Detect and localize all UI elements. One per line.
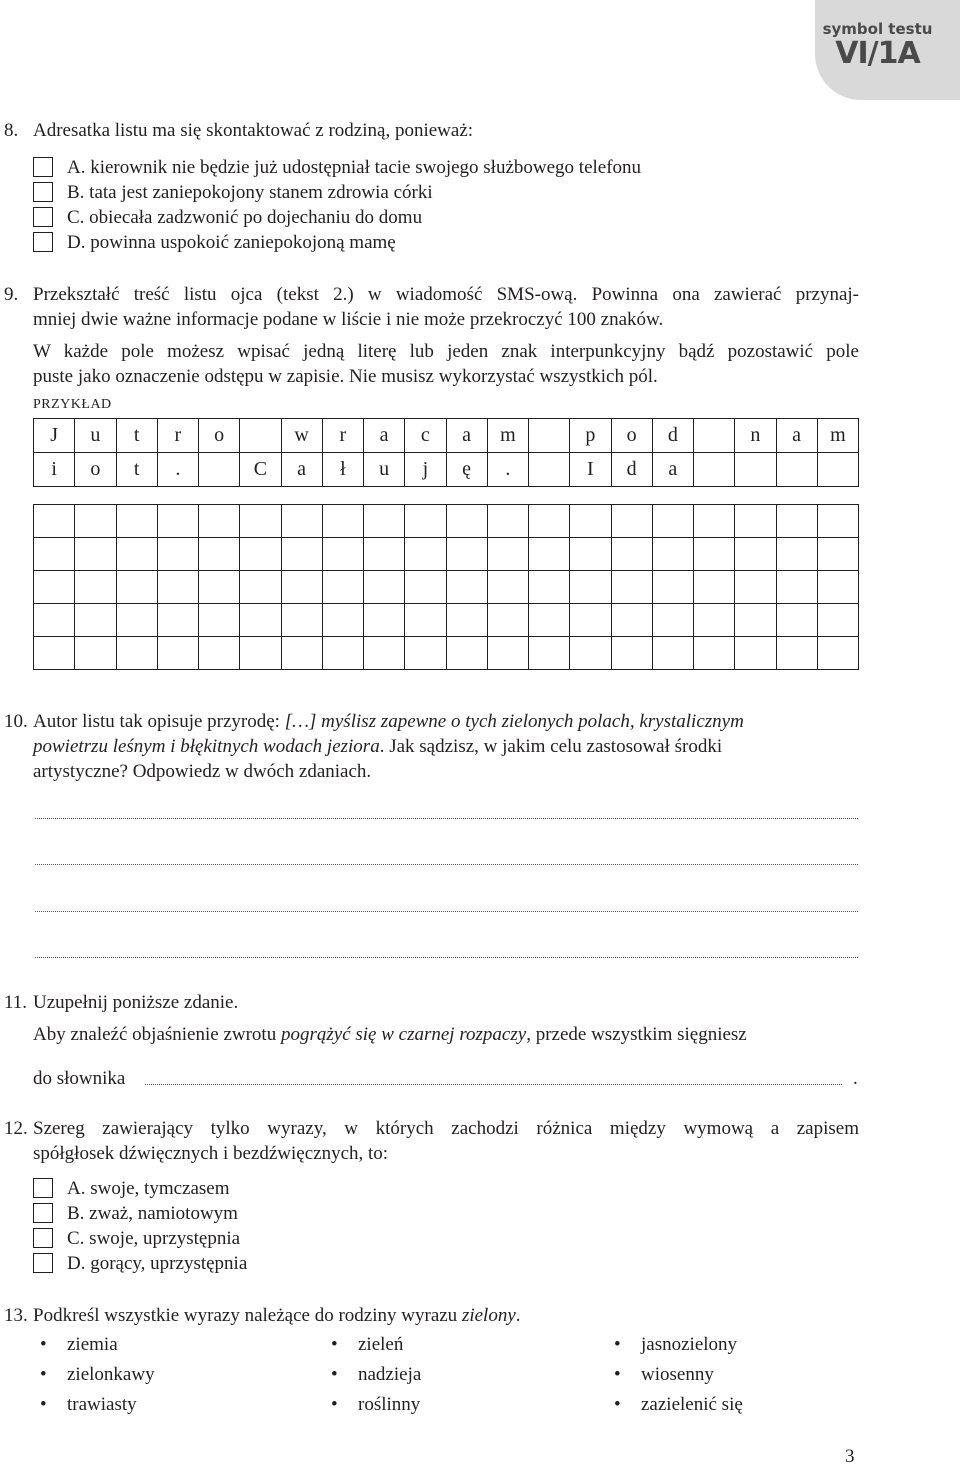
q9-number: 9. bbox=[4, 284, 19, 305]
q9-line4: puste jako oznaczenie odstępu w zapisie. Nie musisz wykorzystać wszystkich pól. bbox=[33, 366, 658, 387]
answer-cell[interactable] bbox=[776, 505, 817, 538]
example-cell: n bbox=[735, 419, 776, 453]
answer-cell[interactable] bbox=[817, 571, 858, 604]
example-cell: a bbox=[446, 419, 487, 453]
answer-cell[interactable] bbox=[817, 604, 858, 637]
answer-cell[interactable] bbox=[75, 604, 116, 637]
example-cell bbox=[529, 453, 570, 487]
answer-line[interactable] bbox=[145, 1082, 842, 1085]
q9-line2: mniej dwie ważne informacje podane w liście i nie może przekroczyć 100 znaków. bbox=[33, 309, 664, 330]
q11-line1: Uzupełnij poniższe zdanie. bbox=[33, 992, 239, 1013]
q10-number: 10. bbox=[4, 711, 28, 732]
answer-line[interactable] bbox=[35, 816, 858, 819]
answer-cell[interactable] bbox=[735, 571, 776, 604]
answer-cell[interactable] bbox=[817, 538, 858, 571]
answer-cell[interactable] bbox=[529, 637, 570, 670]
q12-line2: spółgłosek dźwięcznych i bezdźwięcznych, to: bbox=[33, 1143, 389, 1164]
example-cell: C bbox=[240, 453, 281, 487]
q9-line1: Przekształć treść listu ojca (tekst 2.) w wiadomość SMS-ową. Powinna ona zawierać przynaj- bbox=[33, 284, 859, 305]
test-symbol: VI/1A bbox=[835, 36, 920, 71]
example-cell bbox=[694, 419, 735, 453]
answer-cell[interactable] bbox=[322, 571, 363, 604]
answer-cell[interactable] bbox=[446, 637, 487, 670]
checkbox[interactable] bbox=[33, 1203, 53, 1223]
answer-cell[interactable] bbox=[611, 505, 652, 538]
word-option[interactable]: • zazielenić się bbox=[614, 1394, 743, 1415]
word-option[interactable]: • zielonkawy bbox=[40, 1364, 155, 1385]
example-cell: o bbox=[75, 453, 116, 487]
answer-cell[interactable] bbox=[405, 571, 446, 604]
answer-cell[interactable] bbox=[322, 505, 363, 538]
q12-number: 12. bbox=[4, 1118, 28, 1139]
answer-cell[interactable] bbox=[446, 538, 487, 571]
answer-cell[interactable] bbox=[157, 571, 198, 604]
answer-cell[interactable] bbox=[322, 538, 363, 571]
answer-cell[interactable] bbox=[694, 604, 735, 637]
answer-cell[interactable] bbox=[529, 505, 570, 538]
example-label: PRZYKŁAD bbox=[33, 397, 112, 412]
q12-option-b[interactable]: B. zważ, namiotowym bbox=[33, 1203, 238, 1225]
answer-cell[interactable] bbox=[34, 637, 75, 670]
answer-cell[interactable] bbox=[405, 637, 446, 670]
answer-cell[interactable] bbox=[652, 637, 693, 670]
answer-cell[interactable] bbox=[446, 571, 487, 604]
answer-cell[interactable] bbox=[364, 604, 405, 637]
q8-option-b[interactable]: B. tata jest zaniepokojony stanem zdrowia córki bbox=[33, 182, 433, 204]
example-cell: m bbox=[817, 419, 858, 453]
example-cell: . bbox=[157, 453, 198, 487]
answer-cell[interactable] bbox=[116, 604, 157, 637]
answer-cell[interactable] bbox=[199, 637, 240, 670]
q13-number: 13. bbox=[4, 1305, 28, 1326]
answer-cell[interactable] bbox=[199, 604, 240, 637]
checkbox[interactable] bbox=[33, 207, 53, 227]
q8-question: Adresatka listu ma się skontaktować z rodziną, ponieważ: bbox=[33, 120, 474, 141]
answer-cell[interactable] bbox=[281, 571, 322, 604]
answer-grid bbox=[33, 504, 859, 670]
answer-cell[interactable] bbox=[364, 505, 405, 538]
answer-cell[interactable] bbox=[281, 505, 322, 538]
word-option[interactable]: • zieleń bbox=[331, 1334, 404, 1355]
example-cell bbox=[776, 453, 817, 487]
answer-cell[interactable] bbox=[570, 571, 611, 604]
answer-cell[interactable] bbox=[735, 604, 776, 637]
checkbox[interactable] bbox=[33, 1253, 53, 1273]
answer-cell[interactable] bbox=[405, 604, 446, 637]
answer-cell[interactable] bbox=[611, 571, 652, 604]
example-cell: u bbox=[364, 453, 405, 487]
answer-cell[interactable] bbox=[817, 637, 858, 670]
answer-line[interactable] bbox=[35, 955, 858, 958]
answer-cell[interactable] bbox=[116, 538, 157, 571]
answer-cell[interactable] bbox=[611, 604, 652, 637]
example-cell: r bbox=[157, 419, 198, 453]
answer-cell[interactable] bbox=[405, 538, 446, 571]
example-cell bbox=[735, 453, 776, 487]
q11-number: 11. bbox=[4, 992, 28, 1013]
example-cell bbox=[694, 453, 735, 487]
answer-cell[interactable] bbox=[199, 538, 240, 571]
answer-cell[interactable] bbox=[487, 571, 528, 604]
q8-option-d[interactable]: D. powinna uspokoić zaniepokojoną mamę bbox=[33, 232, 396, 254]
answer-cell[interactable] bbox=[281, 637, 322, 670]
answer-cell[interactable] bbox=[446, 604, 487, 637]
q10-line3: artystyczne? Odpowiedz w dwóch zdaniach. bbox=[33, 761, 372, 782]
answer-row bbox=[34, 637, 859, 670]
answer-cell[interactable] bbox=[487, 637, 528, 670]
answer-cell[interactable] bbox=[322, 637, 363, 670]
answer-cell[interactable] bbox=[34, 604, 75, 637]
example-cell: m bbox=[487, 419, 528, 453]
answer-cell[interactable] bbox=[364, 637, 405, 670]
checkbox[interactable] bbox=[33, 232, 53, 252]
answer-line[interactable] bbox=[35, 862, 858, 865]
answer-cell[interactable] bbox=[405, 505, 446, 538]
example-cell: ę bbox=[446, 453, 487, 487]
answer-cell[interactable] bbox=[776, 538, 817, 571]
example-row bbox=[34, 453, 859, 487]
answer-cell[interactable] bbox=[199, 505, 240, 538]
example-cell: . bbox=[487, 453, 528, 487]
q12-line1: Szereg zawierający tylko wyrazy, w których zachodzi różnica między wymową a zapisem bbox=[33, 1118, 859, 1139]
answer-cell[interactable] bbox=[694, 505, 735, 538]
answer-cell[interactable] bbox=[529, 604, 570, 637]
q11-period: . bbox=[853, 1068, 858, 1089]
answer-cell[interactable] bbox=[694, 637, 735, 670]
answer-cell[interactable] bbox=[34, 538, 75, 571]
example-cell: d bbox=[611, 453, 652, 487]
answer-cell[interactable] bbox=[116, 637, 157, 670]
answer-cell[interactable] bbox=[652, 505, 693, 538]
example-cell: u bbox=[75, 419, 116, 453]
answer-cell[interactable] bbox=[735, 505, 776, 538]
answer-cell[interactable] bbox=[364, 571, 405, 604]
example-cell: w bbox=[281, 419, 322, 453]
example-cell: o bbox=[611, 419, 652, 453]
answer-cell[interactable] bbox=[570, 637, 611, 670]
answer-cell[interactable] bbox=[776, 637, 817, 670]
answer-cell[interactable] bbox=[75, 637, 116, 670]
answer-cell[interactable] bbox=[281, 538, 322, 571]
answer-cell[interactable] bbox=[116, 505, 157, 538]
answer-cell[interactable] bbox=[157, 505, 198, 538]
example-cell: a bbox=[364, 419, 405, 453]
answer-cell[interactable] bbox=[34, 571, 75, 604]
word-option[interactable]: • wiosenny bbox=[614, 1364, 714, 1385]
answer-cell[interactable] bbox=[570, 538, 611, 571]
example-cell: j bbox=[405, 453, 446, 487]
page-number: 3 bbox=[845, 1446, 855, 1467]
answer-cell[interactable] bbox=[116, 571, 157, 604]
answer-cell[interactable] bbox=[652, 571, 693, 604]
answer-line[interactable] bbox=[35, 909, 858, 912]
answer-cell[interactable] bbox=[776, 571, 817, 604]
q8-option-c[interactable]: C. obiecała zadzwonić po dojechaniu do domu bbox=[33, 207, 422, 229]
example-cell bbox=[529, 419, 570, 453]
example-cell bbox=[817, 453, 858, 487]
q11-line2: Aby znaleźć objaśnienie zwrotu pogrążyć się w czarnej rozpaczy, przede wszystkim sięgniesz bbox=[33, 1024, 747, 1045]
checkbox[interactable] bbox=[33, 1228, 53, 1248]
q13-prompt: Podkreśl wszystkie wyrazy należące do rodziny wyrazu zielony. bbox=[33, 1305, 521, 1326]
example-cell: p bbox=[570, 419, 611, 453]
test-symbol-badge bbox=[815, 0, 960, 100]
word-option[interactable]: • ziemia bbox=[40, 1334, 118, 1355]
answer-cell[interactable] bbox=[529, 538, 570, 571]
example-cell: J bbox=[34, 419, 75, 453]
word-option[interactable]: • trawiasty bbox=[40, 1394, 137, 1415]
answer-cell[interactable] bbox=[75, 571, 116, 604]
example-cell: d bbox=[652, 419, 693, 453]
answer-cell[interactable] bbox=[652, 604, 693, 637]
q10-line2: powietrzu leśnym i błękitnych wodach jeziora. Jak sądzisz, w jakim celu zastosował środki bbox=[33, 736, 723, 757]
answer-cell[interactable] bbox=[240, 604, 281, 637]
q8-number: 8. bbox=[4, 120, 19, 141]
q8-option-a[interactable]: A. kierownik nie będzie już udostępniał tacie swojego służbowego telefonu bbox=[33, 157, 641, 179]
word-option[interactable]: • roślinny bbox=[331, 1394, 421, 1415]
answer-cell[interactable] bbox=[570, 604, 611, 637]
answer-cell[interactable] bbox=[240, 505, 281, 538]
answer-row bbox=[34, 538, 859, 571]
word-option[interactable]: • jasnozielony bbox=[614, 1334, 738, 1355]
answer-cell[interactable] bbox=[199, 571, 240, 604]
answer-cell[interactable] bbox=[652, 538, 693, 571]
answer-cell[interactable] bbox=[694, 571, 735, 604]
example-cell: a bbox=[776, 419, 817, 453]
example-cell: ł bbox=[322, 453, 363, 487]
answer-cell[interactable] bbox=[487, 505, 528, 538]
answer-cell[interactable] bbox=[157, 538, 198, 571]
example-cell: t bbox=[116, 419, 157, 453]
answer-cell[interactable] bbox=[570, 505, 611, 538]
q10-line1: Autor listu tak opisuje przyrodę: […] myślisz zapewne o tych zielonych polach, krystalicznym bbox=[33, 711, 744, 732]
answer-cell[interactable] bbox=[446, 505, 487, 538]
answer-cell[interactable] bbox=[240, 571, 281, 604]
answer-cell[interactable] bbox=[694, 538, 735, 571]
answer-cell[interactable] bbox=[75, 538, 116, 571]
answer-cell[interactable] bbox=[240, 538, 281, 571]
example-cell: i bbox=[34, 453, 75, 487]
checkbox[interactable] bbox=[33, 157, 53, 177]
answer-cell[interactable] bbox=[157, 604, 198, 637]
checkbox[interactable] bbox=[33, 1178, 53, 1198]
answer-row bbox=[34, 604, 859, 637]
answer-cell[interactable] bbox=[75, 505, 116, 538]
q12-option-a[interactable]: A. swoje, tymczasem bbox=[33, 1178, 230, 1200]
answer-row bbox=[34, 505, 859, 538]
answer-cell[interactable] bbox=[611, 538, 652, 571]
answer-cell[interactable] bbox=[240, 637, 281, 670]
example-cell: t bbox=[116, 453, 157, 487]
q9-line3: W każde pole możesz wpisać jedną literę lub jeden znak interpunkcyjny bądź pozostawić pole bbox=[33, 341, 859, 362]
answer-cell[interactable] bbox=[611, 637, 652, 670]
answer-cell[interactable] bbox=[487, 538, 528, 571]
answer-cell[interactable] bbox=[735, 538, 776, 571]
answer-cell[interactable] bbox=[735, 637, 776, 670]
q11-line3: do słownika bbox=[33, 1068, 126, 1089]
example-cell: a bbox=[281, 453, 322, 487]
example-cell: o bbox=[199, 419, 240, 453]
answer-row bbox=[34, 571, 859, 604]
q12-option-c[interactable]: C. swoje, uprzystępnia bbox=[33, 1228, 240, 1250]
answer-cell[interactable] bbox=[487, 604, 528, 637]
example-cell: a bbox=[652, 453, 693, 487]
answer-cell[interactable] bbox=[322, 604, 363, 637]
answer-cell[interactable] bbox=[157, 637, 198, 670]
checkbox[interactable] bbox=[33, 182, 53, 202]
answer-cell[interactable] bbox=[364, 538, 405, 571]
answer-cell[interactable] bbox=[34, 505, 75, 538]
example-row bbox=[34, 419, 859, 453]
answer-cell[interactable] bbox=[817, 505, 858, 538]
answer-cell[interactable] bbox=[281, 604, 322, 637]
example-cell: r bbox=[322, 419, 363, 453]
answer-cell[interactable] bbox=[776, 604, 817, 637]
q12-option-d[interactable]: D. gorący, uprzystępnia bbox=[33, 1253, 247, 1275]
example-cell: I bbox=[570, 453, 611, 487]
example-cell bbox=[240, 419, 281, 453]
word-option[interactable]: • nadzieja bbox=[331, 1364, 422, 1385]
answer-cell[interactable] bbox=[529, 571, 570, 604]
example-cell: c bbox=[405, 419, 446, 453]
test-symbol-label: symbol testu bbox=[822, 20, 933, 38]
example-grid bbox=[33, 418, 859, 487]
example-cell bbox=[199, 453, 240, 487]
